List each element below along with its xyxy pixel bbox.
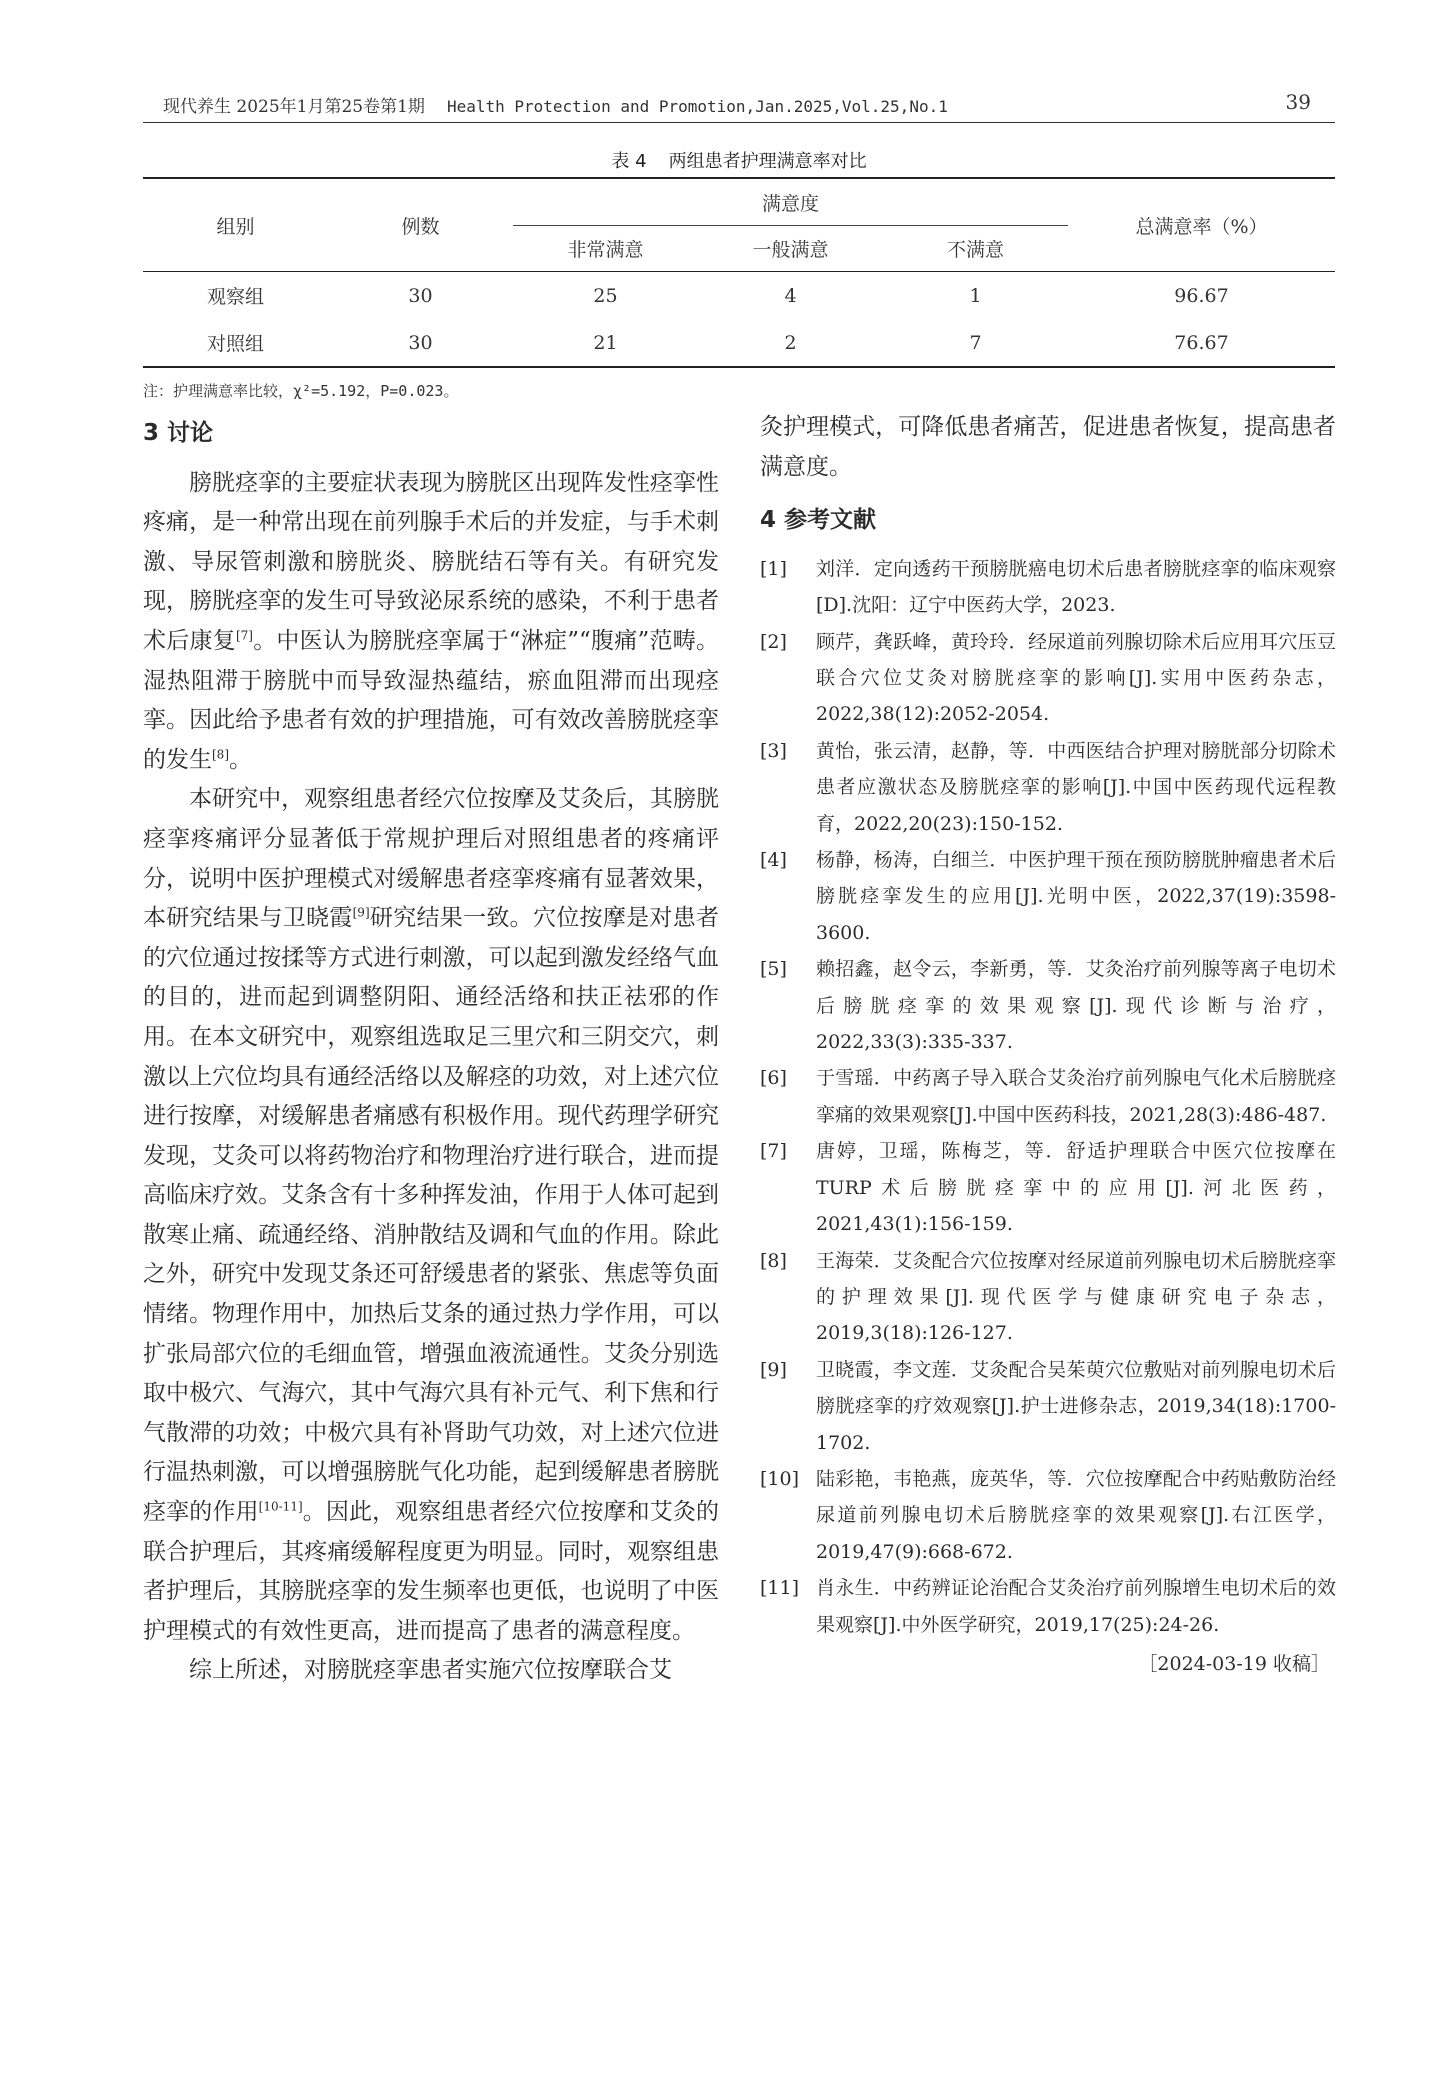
discussion-paragraph-2 [143, 780, 719, 1651]
reference-number: [10] [760, 1467, 800, 1490]
reference-text: 顾芹，龚跃峰，黄玲玲．经尿道前列腺切除术后应用耳穴压豆联合穴位艾灸对膀胱痉挛的影响[J].实用中医药杂志，2022,38(12):2052-2054. [816, 630, 1336, 726]
references-heading: 4 参考文献 [760, 507, 877, 534]
header-satisfaction: 满意度 [513, 178, 1068, 226]
reference-item [760, 1570, 1336, 1643]
cell-total: 76.67 [1174, 331, 1229, 354]
received-date: ［2024-03-19 收稿］ [1138, 1652, 1330, 1675]
reference-item [760, 551, 1336, 624]
page-number: 39 [1285, 90, 1311, 114]
reference-item [760, 951, 1336, 1060]
reference-number: [3] [760, 739, 787, 762]
cell-general: 4 [784, 284, 797, 307]
reference-item [760, 624, 1336, 733]
cell-cases: 30 [408, 284, 433, 307]
header-group: 组别 [143, 178, 328, 272]
reference-number: [4] [760, 849, 787, 872]
reference-text: 赖招鑫，赵令云，李新勇，等．艾灸治疗前列腺等离子电切术后膀胱痉挛的效果观察[J].现代诊断与治疗，2022,33(3):335-337. [816, 958, 1336, 1054]
journal-info [163, 92, 948, 117]
reference-text: 黄怡，张云清，赵静，等．中西医结合护理对膀胱部分切除术患者应激状态及膀胱痉挛的影响[J].中国中医药现代远程教育，2022,20(23):150-152. [816, 739, 1336, 835]
citation: [9] [352, 905, 370, 920]
header-total: 总满意率（%） [1068, 178, 1335, 272]
cell-very: 21 [593, 331, 618, 354]
discussion-paragraph-3: 综上所述，对膀胱痉挛患者实施穴位按摩联合艾 [189, 1657, 672, 1684]
discussion-heading: 3 讨论 [143, 420, 214, 446]
citation: [10-11] [258, 1499, 303, 1514]
table-note: 注：护理满意率比较，χ²=5.192，P=0.023。 [143, 382, 459, 400]
reference-item [760, 842, 1336, 951]
reference-item [760, 1352, 1336, 1461]
paragraph-text: 研究结果一致。穴位按摩是对患者的穴位通过按揉等方式进行刺激，可以起到激发经络气血的目的，进而起到调整阴阳、通经活络和扶正祛邪的作用。在本文研究中，观察组选取足三里穴和三阴交穴，刺激以上穴位均具有通经活络以及解痉的功效，对上述穴位进行按摩，对缓解患者痛感有积极作用。现代药理学研究发现，艾灸可以将药物治疗和物理治疗进行联合，进而提高临床疗效。艾条含有十多种挥发油，作用于人体可起到散寒止痛、疏通经络、消肿散结及调和气血的作用。除此之外，研究中发现艾条还可舒缓患者的紧张、焦虑等负面情绪。物理作用中，加热后艾条的通过热力学作用，可以扩张局部穴位的毛细血管，增强血液流通性。艾灸分别选取中极穴、气海穴，其中气海穴具有补元气、利下焦和行气散滞的功效；中极穴具有补肾助气功效，对上述穴位进行温热刺激，可以增强膀胱气化功能，起到缓解患者膀胱痉挛的作用 [143, 905, 720, 1526]
reference-number: [11] [760, 1577, 800, 1600]
reference-number: [5] [760, 958, 787, 981]
reference-text: 王海荣．艾灸配合穴位按摩对经尿道前列腺电切术后膀胱痉挛的护理效果[J].现代医学与健康研究电子杂志，2019,3(18):126-127. [816, 1249, 1336, 1345]
reference-number: [8] [760, 1249, 787, 1272]
reference-number: [9] [760, 1358, 787, 1381]
reference-number: [6] [760, 1067, 787, 1090]
header-not: 不满意 [883, 226, 1068, 272]
left-column [143, 408, 719, 1691]
reference-list [760, 551, 1336, 1643]
paragraph-text: 本研究中，观察组患者经穴位按摩及艾灸后，其膀胱痉挛疼痛评分显著低于常规护理后对照组患者的疼痛评分，说明中医护理模式对缓解患者痉挛疼痛有显著效果，本研究结果与卫晓霞 [143, 786, 719, 932]
reference-item [760, 1243, 1336, 1352]
cell-group: 对照组 [206, 333, 264, 355]
table-row [143, 319, 1335, 367]
satisfaction-table [143, 177, 1335, 368]
reference-item [760, 1133, 1336, 1242]
running-header [143, 90, 1335, 123]
reference-text: 唐婷，卫瑶，陈梅芝，等．舒适护理联合中医穴位按摩在TURP术后膀胱痉挛中的应用[J].河北医药，2021,43(1):156-159. [816, 1140, 1336, 1236]
cell-total: 96.67 [1174, 284, 1229, 307]
table-row [143, 272, 1335, 320]
reference-number: [2] [760, 630, 787, 653]
paragraph-text: 。 [229, 746, 252, 773]
paragraph-continuation: 灸护理模式，可降低患者痛苦，促进患者恢复，提高患者满意度。 [760, 414, 1336, 480]
reference-text: 杨静，杨涛，白细兰．中医护理干预在预防膀胱肿瘤患者术后膀胱痉挛发生的应用[J].光明中医，2022,37(19):3598-3600. [816, 849, 1336, 944]
journal-en: Health Protection and Promotion,Jan.2025,Vol.25,No.1 [446, 97, 948, 116]
reference-item [760, 733, 1336, 842]
cell-very: 25 [593, 284, 618, 307]
cell-not: 7 [969, 331, 982, 354]
journal-cn: 现代养生 2025年1月第25卷第1期 [163, 97, 425, 117]
cell-cases: 30 [408, 331, 433, 354]
table-caption [143, 147, 1335, 173]
cell-not: 1 [969, 284, 982, 307]
table-title: 两组患者护理满意率对比 [668, 151, 867, 172]
reference-text: 肖永生．中药辨证论治配合艾灸治疗前列腺增生电切术后的效果观察[J].中外医学研究，2019,17(25):24-26. [816, 1577, 1336, 1636]
citation: [8] [212, 747, 229, 762]
discussion-paragraph-1 [143, 464, 719, 781]
reference-item [760, 1461, 1336, 1570]
cell-group: 观察组 [206, 286, 264, 308]
citation: [7] [235, 628, 253, 643]
header-cases: 例数 [328, 178, 513, 272]
table-label: 表 4 [611, 151, 647, 172]
paragraph-text: 。因此，观察组患者经穴位按摩和艾灸的联合护理后，其疼痛缓解程度更为明显。同时，观察组患者护理后，其膀胱痉挛的发生频率也更低，也说明了中医护理模式的有效性更高，进而提高了患者的满意程度。 [143, 1499, 720, 1644]
reference-number: [7] [760, 1140, 787, 1163]
paragraph-text: 膀胱痉挛的主要症状表现为膀胱区出现阵发性痉挛性疼痛，是一种常出现在前列腺手术后的并发症，与手术刺激、导尿管刺激和膀胱炎、膀胱结石等有关。有研究发现，膀胱痉挛的发生可导致泌尿系统的感染，不利于患者术后康复 [143, 469, 719, 654]
reference-text: 陆彩艳，韦艳燕，庞英华，等．穴位按摩配合中药贴敷防治经尿道前列腺电切术后膀胱痉挛的效果观察[J].右江医学，2019,47(9):668-672. [816, 1467, 1336, 1563]
right-column [760, 408, 1336, 1685]
reference-text: 于雪瑶．中药离子导入联合艾灸治疗前列腺电气化术后膀胱痉挛痛的效果观察[J].中国中医药科技，2021,28(3):486-487. [816, 1067, 1336, 1126]
paragraph-text: 。中医认为膀胱痉挛属于“淋症”“腹痛”范畴。湿热阻滞于膀胱中而导致湿热蕴结，瘀血阻滞而出现痉挛。因此给予患者有效的护理措施，可有效改善膀胱痉挛的发生 [143, 627, 719, 773]
header-general: 一般满意 [698, 226, 883, 272]
header-very: 非常满意 [513, 226, 698, 272]
reference-text: 刘洋．定向透药干预膀胱癌电切术后患者膀胱痉挛的临床观察[D].沈阳：辽宁中医药大学，2023. [816, 557, 1336, 617]
reference-item [760, 1060, 1336, 1133]
cell-general: 2 [784, 331, 797, 354]
reference-number: [1] [760, 557, 787, 580]
reference-text: 卫晓霞，李文莲．艾灸配合吴茱萸穴位敷贴对前列腺电切术后膀胱痉挛的疗效观察[J].护士进修杂志，2019,34(18):1700-1702. [816, 1358, 1336, 1454]
